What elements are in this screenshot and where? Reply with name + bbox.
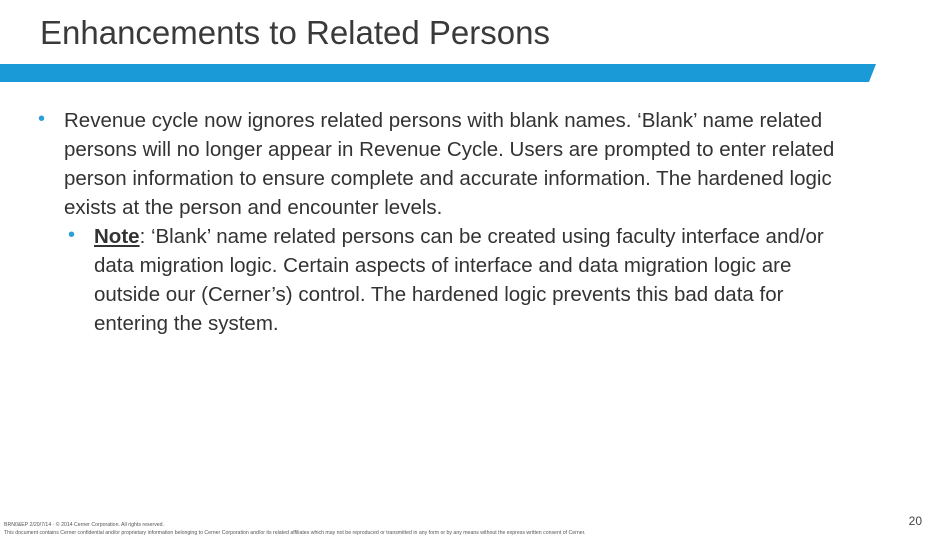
bullet-item	[38, 106, 858, 222]
footer-disclaimer: This document contains Cerner confidential and/or proprietary information belonging to Cerner Corporation and/or its related affiliates which may not be reproduced or transmitted in any form or by any means without the express written consent of Cerner.	[4, 530, 586, 536]
slide-title: Enhancements to Related Persons	[40, 14, 550, 51]
bullet-dot-icon: •	[38, 108, 46, 130]
note-label: Note	[94, 225, 140, 248]
title-band	[0, 64, 876, 82]
slide-content	[38, 106, 858, 338]
page-number: 20	[908, 514, 922, 528]
footer	[4, 521, 586, 537]
sub-bullet-text: : ‘Blank’ name related persons can be created using faculty interface and/or data migration logic. Certain aspects of interface and data migration logic are outside our (Cerner’s) control. The hardened logic prevents this bad data for entering the system.	[94, 225, 824, 335]
sub-bullet-item	[38, 222, 858, 338]
bullet-text: Revenue cycle now ignores related persons with blank names. ‘Blank’ name related persons will no longer appear in Revenue Cycle. Users are prompted to enter related person information to ensure complete and accurate information. The hardened logic exists at the person and encounter levels.	[64, 109, 835, 219]
bullet-dot-icon: •	[68, 224, 76, 246]
footer-copyright: BRN0&EP 2/20/7/14 · © 2014 Cerner Corporation. All rights reserved.	[4, 522, 165, 528]
